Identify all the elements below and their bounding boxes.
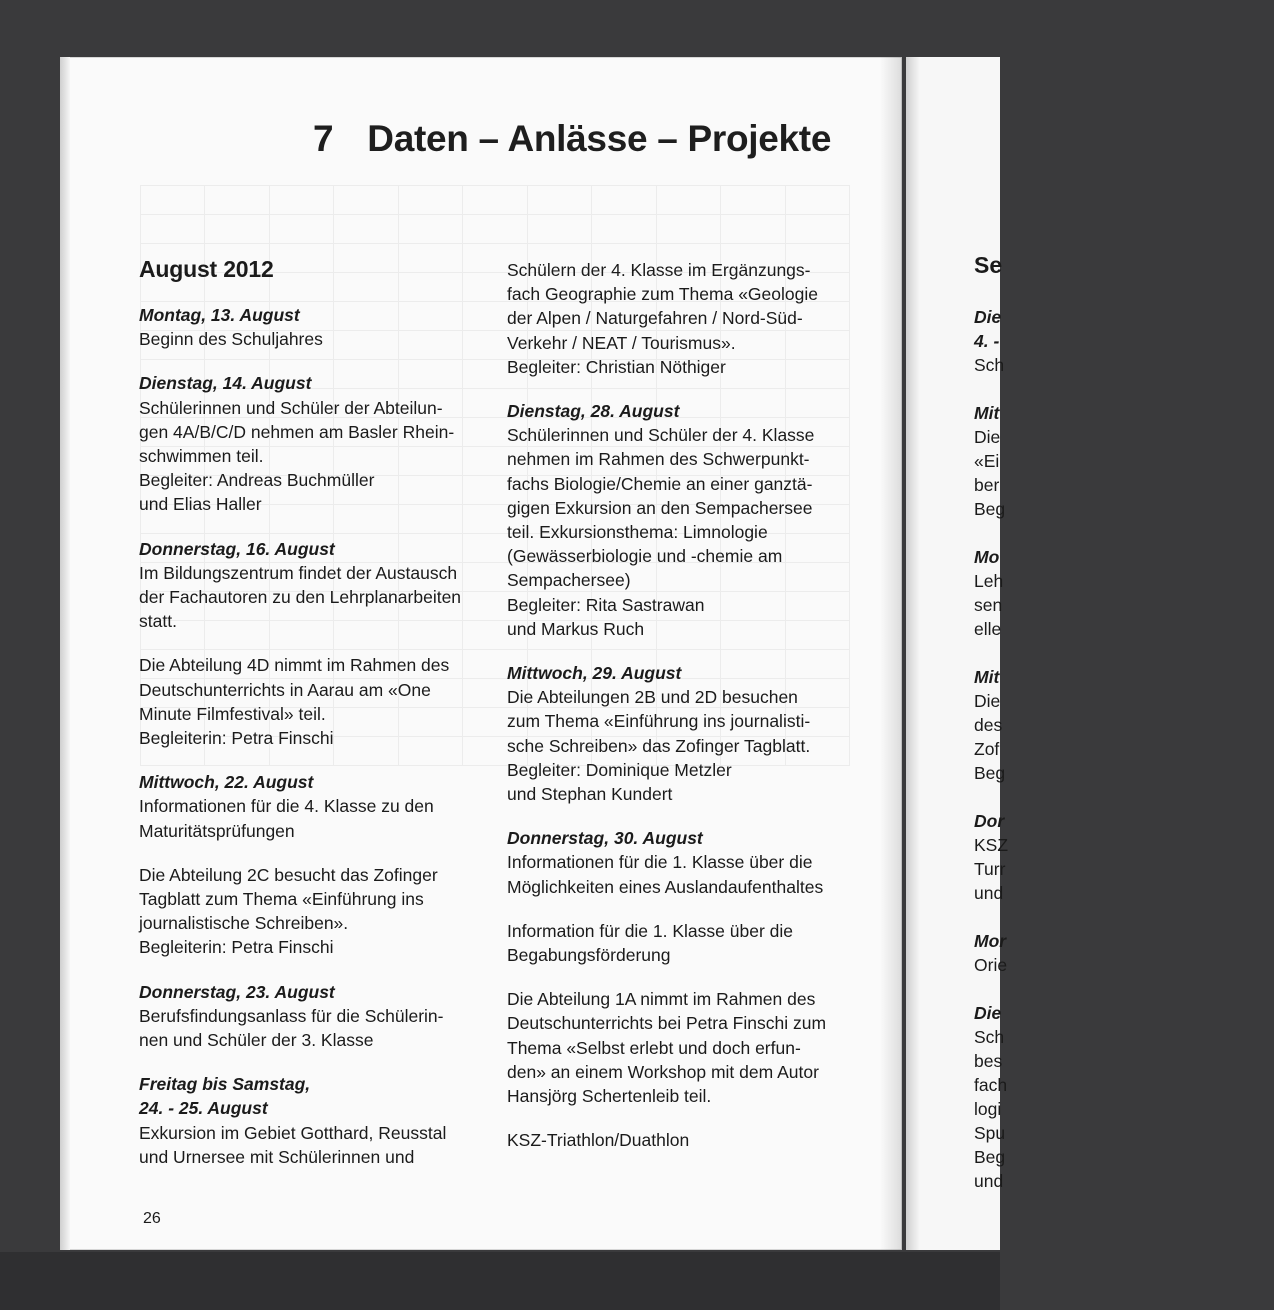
right-page-fragment: Se xyxy=(974,252,1003,278)
entry-text: Die Abteilung 2C besucht das Zofinger Tagblatt zum Thema «Einführung ins journalistische Schreiben». Begleiterin: Petra Finschi xyxy=(139,864,438,958)
left-column xyxy=(139,255,489,1189)
page-number: 26 xyxy=(143,1210,161,1227)
right-page-fragment: Die xyxy=(974,307,1002,327)
right-page-fragment: Dor xyxy=(974,811,1005,831)
entry-text: Schülern der 4. Klasse im Ergänzungs- fach Geographie zum Thema «Geologie der Alpen / Naturgefahren / Nord-Süd- Verkehr / NEAT / Tourismus». Begleiter: Christian Nöthiger xyxy=(507,260,818,377)
entry-date: Montag, 13. August xyxy=(139,305,300,325)
right-page-fragment: Beg xyxy=(974,763,1006,783)
entry-text: Schülerinnen und Schüler der 4. Klasse nehmen im Rahmen des Schwerpunkt- fachs Biologie/Chemie an einer ganztä- gigen Exkursion an den Sempachersee teil. Exkursionsthema: Limnologie (Gewässerbiologie und -chemie am Sempachersee) Begleiter: Rita Sastrawan und Markus Ruch xyxy=(507,425,815,639)
chapter-number: 7 xyxy=(313,118,334,159)
right-page-fragment: bes xyxy=(974,1051,1003,1071)
right-page-fragment: 4. - xyxy=(974,331,1000,351)
chapter-heading xyxy=(313,118,831,160)
right-page-fragment: Leh xyxy=(974,571,1004,591)
entry-date: Donnerstag, 16. August xyxy=(139,538,335,559)
right-page-fragment: Mit xyxy=(974,403,1000,423)
calendar-entry xyxy=(507,826,857,899)
right-page-fragment: Mit xyxy=(974,667,1000,687)
month-heading: August 2012 xyxy=(139,256,274,282)
right-page-fragment: logi xyxy=(974,1099,1002,1119)
entry-text: Beginn des Schuljahres xyxy=(139,329,323,350)
entry-date: Mittwoch, 22. August xyxy=(139,772,314,793)
entry-date: Donnerstag, 23. August xyxy=(139,981,335,1002)
calendar-entry xyxy=(139,863,489,960)
entry-text: Informationen für die 1. Klasse über die Möglichkeiten eines Auslandaufenthaltes xyxy=(507,852,824,897)
right-page-fragment: «Ei xyxy=(974,451,1000,471)
right-page-fragment: Die xyxy=(974,1003,1002,1023)
entry-text: Die Abteilung 4D nimmt im Rahmen des Deutschunterrichts in Aarau am «One Minute Filmfestival» teil. Begleiterin: Petra Finschi xyxy=(139,655,450,749)
right-page-fragment: Spu xyxy=(974,1123,1006,1143)
calendar-entry xyxy=(139,371,489,516)
right-page-fragment: des xyxy=(974,715,1003,735)
scanner-background xyxy=(0,1252,1000,1310)
right-page-fragment: ber xyxy=(974,475,1000,495)
calendar-entry xyxy=(139,770,489,843)
calendar-entry xyxy=(507,1128,857,1152)
right-page-fragment: Die xyxy=(974,427,1001,447)
calendar-entry xyxy=(507,919,857,967)
entry-text: KSZ-Triathlon/Duathlon xyxy=(507,1130,690,1151)
right-page-fragment: Sch xyxy=(974,1027,1005,1047)
entry-date: Dienstag, 28. August xyxy=(507,401,680,422)
right-page-fragment: Beg xyxy=(974,1147,1006,1167)
entry-text: Schülerinnen und Schüler der Abteilun- gen 4A/B/C/D nehmen am Basler Rhein- schwimmen teil. Begleiter: Andreas Buchmüller und Elias Haller xyxy=(139,397,455,515)
entry-text: Informationen für die 4. Klasse zu den Maturitätsprüfungen xyxy=(139,796,434,841)
chapter-title: Daten – Anlässe – Projekte xyxy=(367,118,832,159)
calendar-entry xyxy=(507,661,857,806)
right-page-fragment: Turr xyxy=(974,859,1006,879)
right-page-fragment: Die xyxy=(974,691,1001,711)
calendar-entry xyxy=(139,1072,489,1169)
entry-text: Die Abteilung 1A nimmt im Rahmen des Deutschunterrichts bei Petra Finschi zum Thema «Selbst erlebt und doch erfun- den» an einem Workshop mit dem Autor Hansjörg Schertenleib teil. xyxy=(507,989,827,1107)
calendar-entry xyxy=(507,987,857,1108)
entry-date: Freitag bis Samstag, 24. - 25. August xyxy=(139,1074,311,1119)
calendar-entry xyxy=(507,399,857,641)
entry-date: Dienstag, 14. August xyxy=(139,373,312,394)
right-page-fragment: Orie xyxy=(974,955,1008,975)
entry-text: Information für die 1. Klasse über die Begabungsförderung xyxy=(507,920,793,966)
entry-text: Exkursion im Gebiet Gotthard, Reusstal und Urnersee mit Schülerinnen und xyxy=(139,1122,447,1167)
right-page xyxy=(906,57,1009,1250)
entry-text: Berufsfindungsanlass für die Schülerin- nen und Schüler der 3. Klasse xyxy=(139,1005,444,1051)
entry-date: Donnerstag, 30. August xyxy=(507,828,703,849)
right-page-fragment: KSZ xyxy=(974,835,1009,855)
calendar-entry xyxy=(139,303,489,351)
middle-column xyxy=(507,258,857,1173)
right-page-fragment: Sch xyxy=(974,355,1005,375)
right-page-fragment: Zof xyxy=(974,739,1000,759)
right-page-fragment: Mo xyxy=(974,547,1000,567)
right-page-fragment: und xyxy=(974,883,1004,903)
right-page-fragment: elle xyxy=(974,619,1002,639)
right-page-fragment: fach xyxy=(974,1075,1008,1095)
right-page-fragment: sen xyxy=(974,595,1003,615)
entry-text: Die Abteilungen 2B und 2D besuchen zum Thema «Einführung ins journalisti- sche Schreiben» das Zofinger Tagblatt. Begleiter: Dominique Metzler und Stephan Kundert xyxy=(507,687,811,805)
entry-text: Im Bildungszentrum findet der Austausch der Fachautoren zu den Lehrplanarbeiten statt. xyxy=(139,562,462,632)
right-page-fragment: Mor xyxy=(974,931,1007,951)
right-page-fragment: und xyxy=(974,1171,1004,1191)
calendar-entry xyxy=(139,653,489,750)
entry-date: Mittwoch, 29. August xyxy=(507,663,682,684)
right-page-fragment: Beg xyxy=(974,499,1006,519)
calendar-entry xyxy=(139,980,489,1053)
calendar-entry xyxy=(507,258,857,379)
calendar-entry xyxy=(139,537,489,634)
